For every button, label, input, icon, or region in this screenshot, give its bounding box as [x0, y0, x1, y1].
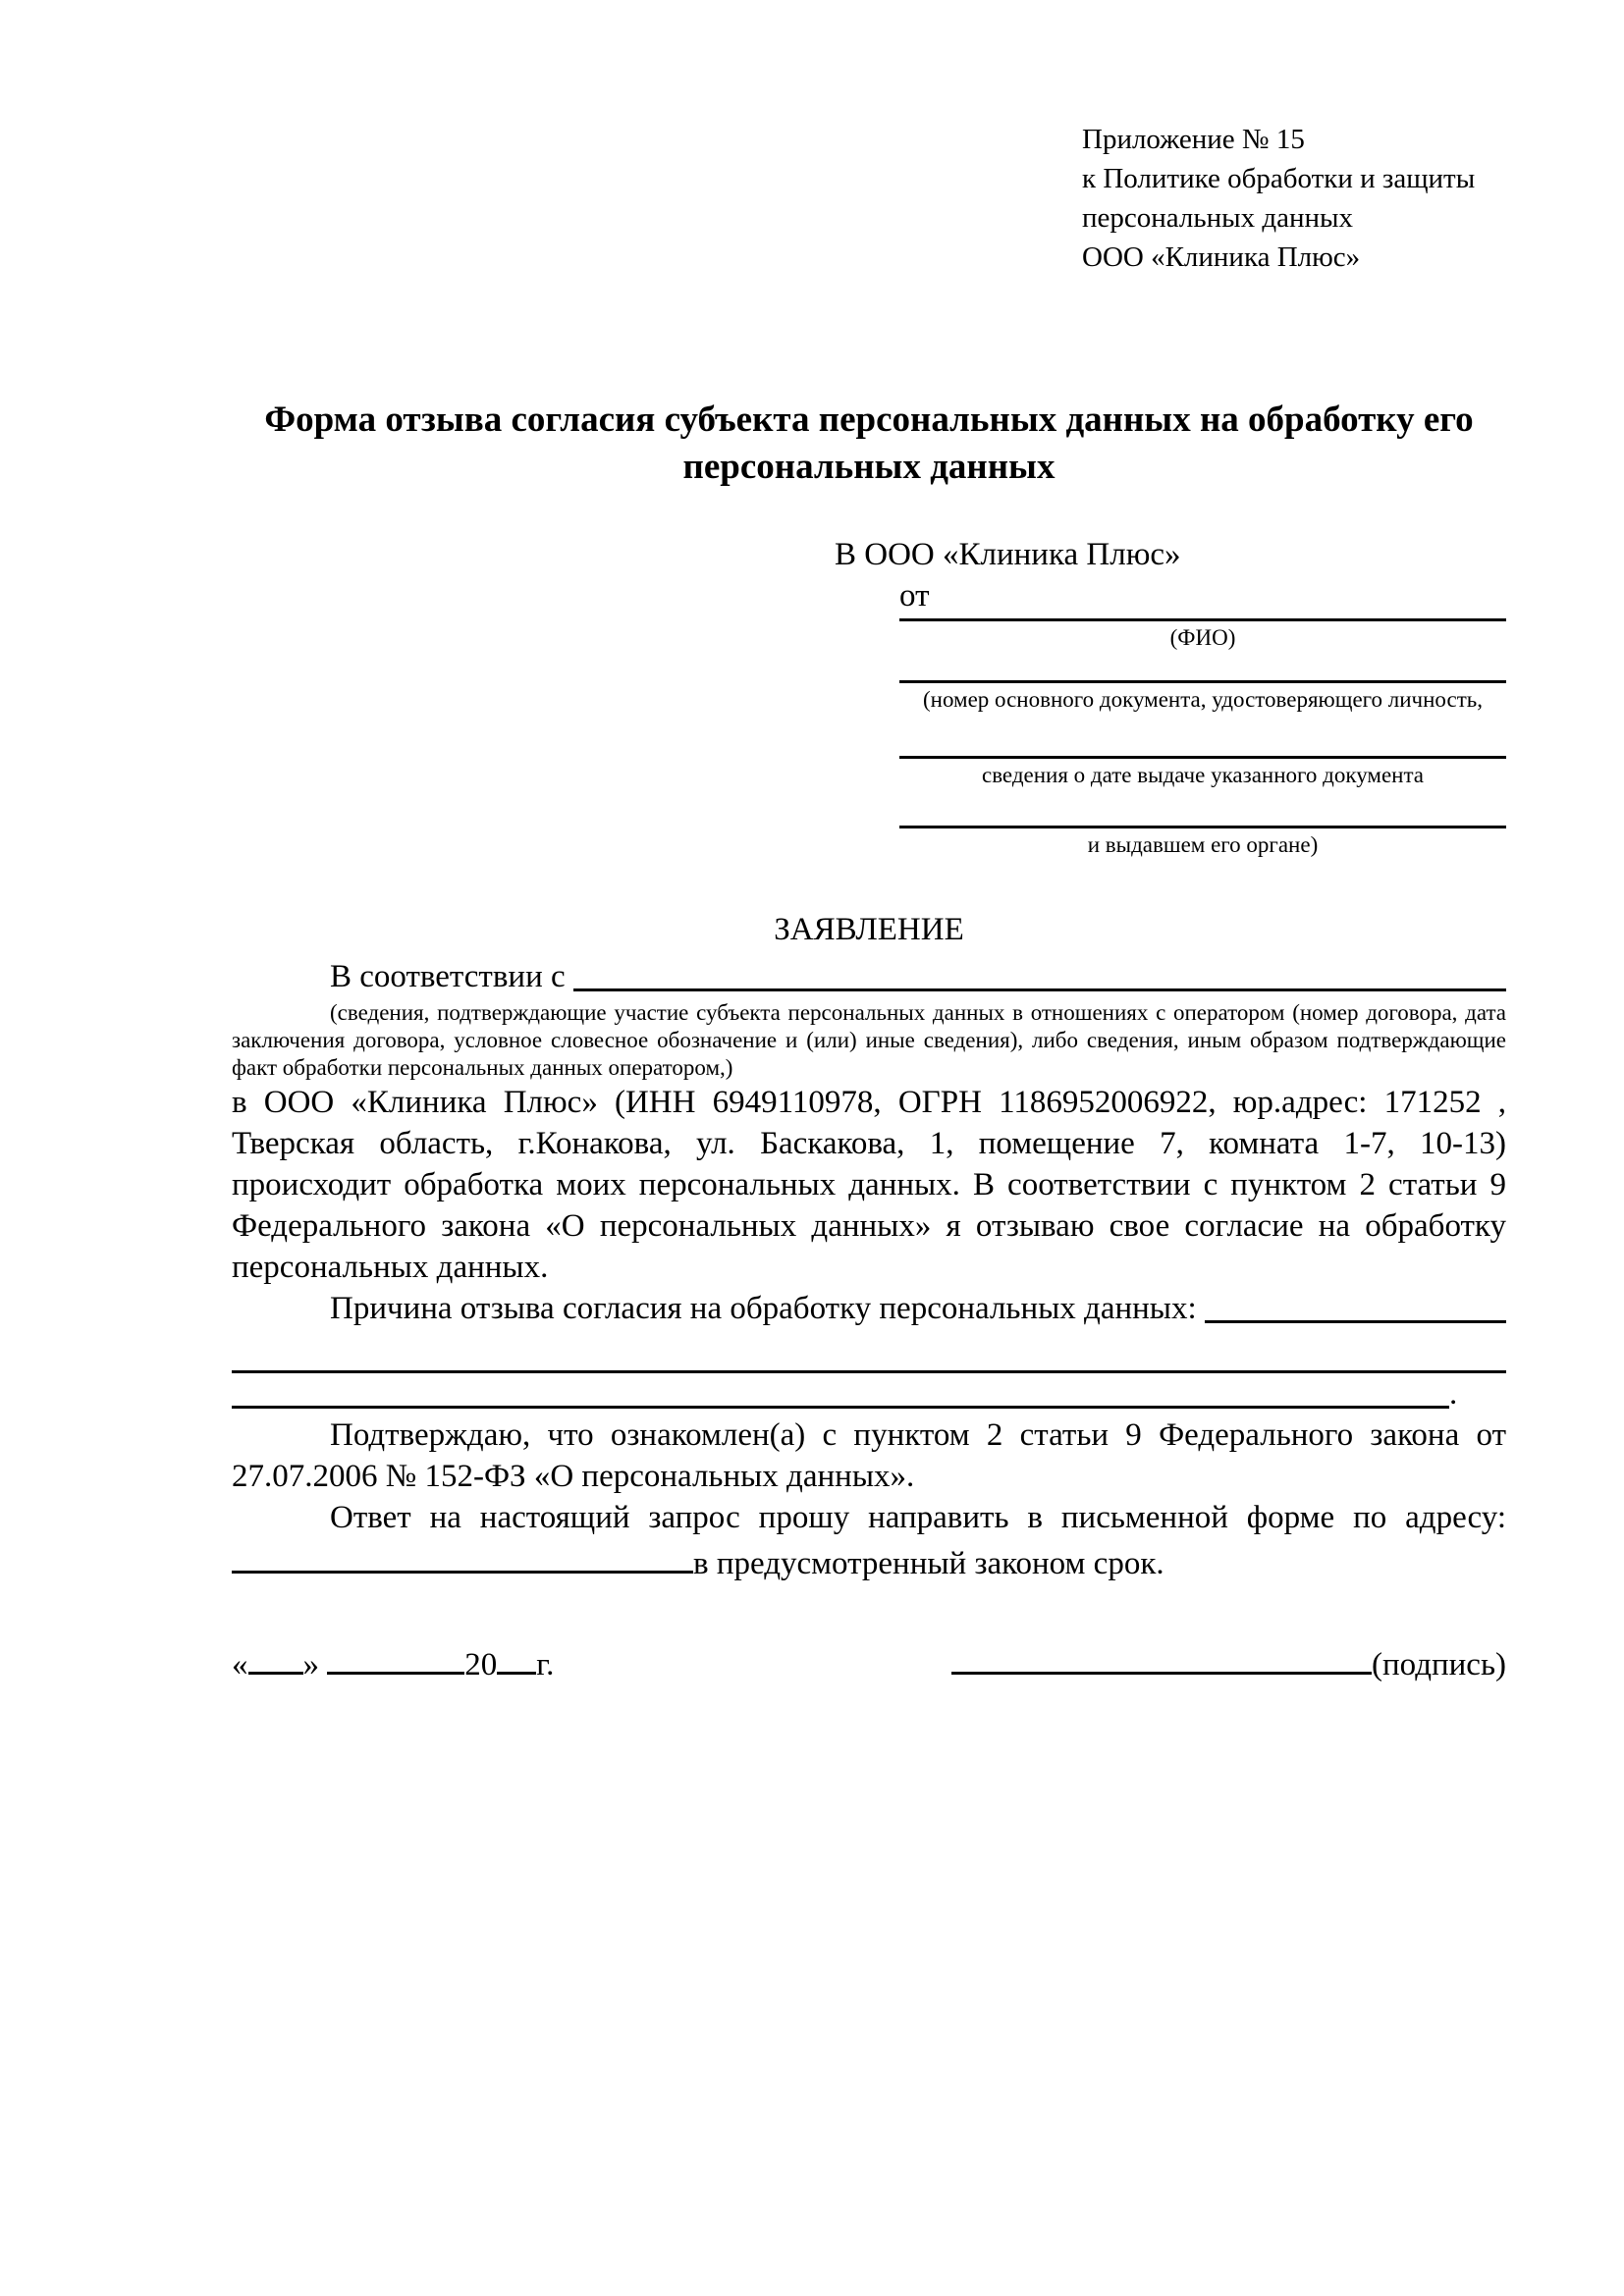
field-caption-issue-date: сведения о дате выдаче указанного документа	[981, 763, 1425, 787]
blank-underline-year	[497, 1639, 536, 1675]
blank-underline-accordance	[573, 956, 1506, 991]
accordance-label: В соответствии с	[330, 959, 566, 994]
accordance-row	[232, 956, 1506, 997]
recipient-fields	[899, 618, 1506, 860]
blank-underline-month	[327, 1639, 464, 1675]
recipient-to: В ООО «Клиника Плюс»	[835, 537, 1181, 572]
footnote-text: (сведения, подтверждающие участие субъекта персональных данных в отношениях с оператором (номер договора, дата заключения договора, условное словесное обозначение и (или) иные сведения), либо сведения, иным образом подтверждающие факт обработки персональных данных оператором,)	[232, 1000, 1506, 1080]
blank-underline-reason-line3	[232, 1373, 1449, 1409]
signature-line	[951, 1639, 1506, 1685]
blank-underline-day	[248, 1639, 303, 1675]
statement-heading: ЗАЯВЛЕНИЕ	[774, 912, 964, 947]
reason-label: Причина отзыва согласия на обработку персональных данных:	[330, 1291, 1197, 1326]
date-signature-row	[232, 1639, 1506, 1685]
trailing-period: .	[1449, 1376, 1458, 1412]
field-caption-issuing-authority: и выдавшем его органе)	[1087, 832, 1319, 857]
letterhead	[1082, 120, 1506, 277]
signature-caption: (подпись)	[1372, 1647, 1506, 1682]
letterhead-line: к Политике обработки и защиты	[1082, 163, 1476, 194]
reply-request-lead: Ответ на настоящий запрос прошу направить в письменной форме по адресу:	[330, 1500, 1506, 1535]
reason-row	[232, 1288, 1506, 1329]
field-caption-fio: (ФИО)	[1169, 625, 1236, 650]
letterhead-line: персональных данных	[1082, 202, 1354, 234]
date-quote-open: «	[232, 1647, 248, 1682]
letterhead-line: ООО «Клиника Плюс»	[1082, 241, 1361, 273]
date-year-prefix: 20	[464, 1647, 498, 1682]
page-title: Форма отзыва согласия субъекта персональных данных на обработку его персональных данных	[264, 400, 1474, 487]
blank-underline-reason	[1205, 1288, 1506, 1323]
recipient-block	[232, 534, 1506, 860]
blank-underline-reason-line3-row	[232, 1373, 1506, 1415]
letterhead-line: Приложение № 15	[1082, 124, 1305, 155]
recipient-from-label: от	[899, 578, 930, 614]
reply-address-row	[232, 1538, 1506, 1584]
date-line	[232, 1639, 554, 1685]
field-caption-document-number: (номер основного документа, удостоверяющего личность,	[922, 687, 1483, 712]
reply-request-tail: в предусмотренный законом срок.	[693, 1546, 1164, 1581]
date-year-suffix: г.	[536, 1647, 555, 1682]
date-quote-close: »	[302, 1647, 319, 1682]
confirmation-paragraph: Подтверждаю, что ознакомлен(а) с пунктом 2 статьи 9 Федерального закона от 27.07.2006 № 152-ФЗ «О персональных данных».	[232, 1417, 1506, 1494]
blank-underline-address	[232, 1538, 693, 1574]
main-paragraph: в ООО «Клиника Плюс» (ИНН 6949110978, ОГРН 1186952006922, юр.адрес: 171252 , Тверская область, г.Конакова, ул. Баскакова, 1, помещение 7, комната 1-7, 10-13) происходит обработка моих персональных данных. В соответствии с пунктом 2 статьи 9 Федерального закона «О персональных данных» я отзываю свое согласие на обработку персональных данных.	[232, 1085, 1506, 1285]
blank-underline-signature	[951, 1639, 1372, 1675]
